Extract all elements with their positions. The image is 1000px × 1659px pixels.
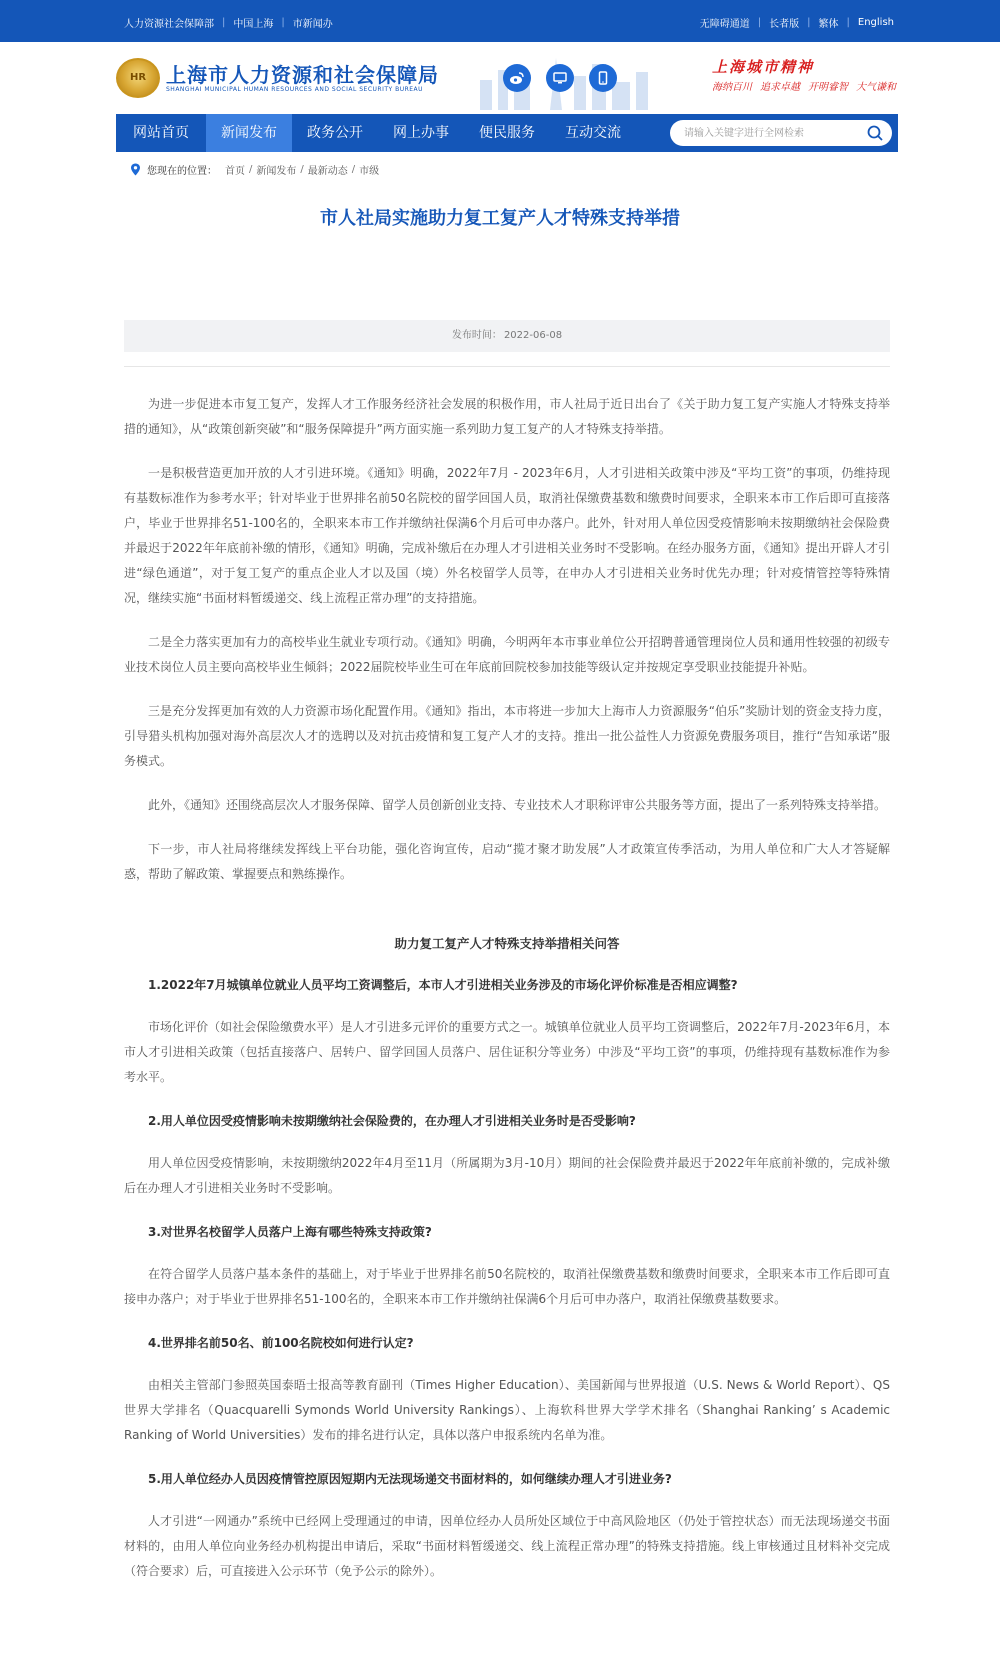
qa-question: 5.用人单位经办人员因疫情管控原因短期内无法现场递交书面材料的，如何继续办理人才引进业务?: [148, 1472, 672, 1486]
search-input[interactable]: [684, 124, 854, 142]
nav-item-news[interactable]: 新闻发布: [206, 114, 292, 152]
article-title: 市人社局实施助力复工复产人才特殊支持举措: [320, 208, 680, 229]
spirit-word: 大气谦和: [856, 82, 896, 93]
top-link-english[interactable]: English: [857, 17, 894, 28]
main-nav: [116, 114, 898, 152]
top-bar-left-links: [124, 15, 333, 30]
publish-info-bar: [124, 320, 890, 352]
spirit-word: 追求卓越: [760, 82, 800, 93]
breadcrumb-label: 您现在的位置：: [147, 166, 217, 177]
weibo-icon[interactable]: [503, 64, 531, 92]
breadcrumb-home[interactable]: 首页: [225, 166, 245, 177]
separator: |: [846, 17, 850, 28]
qa-answer: 人才引进“一网通办”系统中已经网上受理通过的申请，因单位经办人员所处区域位于中高风险地区（仍处于管控状态）而无法现场递交书面材料的，由用人单位向业务经办机构提出申请后，采取“书面材料暂缓递交、线上流程正常办理”的特殊支持措施。线上审核通过且材料补交完成（符合要求）后，可直接进入公示环节（免予公示的除外）。: [124, 1514, 890, 1578]
top-link-accessibility[interactable]: 无障碍通道: [699, 19, 750, 30]
article-body: [124, 392, 890, 1603]
top-link-news-office[interactable]: 市新闻办: [292, 19, 333, 30]
spirit-word: 海纳百川: [712, 82, 752, 93]
qa-section-title: 助力复工复产人才特殊支持举措相关问答: [394, 936, 620, 951]
article-paragraph: 一是积极营造更加开放的人才引进环境。《通知》明确，2022年7月 - 2023年6月，人才引进相关政策中涉及“平均工资”的事项，仍维持现有基数标准作为参考水平；针对毕业于世界排名前50名院校的留学回国人员，取消社保缴费基数和缴费时间要求，全职来本市工作后即可直接落户，毕业于世界排名51-100名的，全职来本市工作并缴纳社保满6个月后可申办落户。此外，针对用人单位因受疫情影响未按期缴纳社会保险费并最迟于2022年年底前补缴的情形，《通知》明确，完成补缴后在办理人才引进相关业务时不受影响。在经办服务方面，《通知》提出开辟人才引进“绿色通道”，对于复工复产的重点企业人才以及国（境）外名校留学人员等，在申办人才引进相关业务时优先办理；针对疫情管控等特殊情况，继续实施“书面材料暂缓递交、线上流程正常办理”的支持措施。: [124, 466, 890, 605]
site-header: [0, 42, 1000, 114]
mobile-icon[interactable]: [589, 64, 617, 92]
breadcrumb: [130, 162, 379, 177]
nav-item-interaction[interactable]: 互动交流: [565, 125, 621, 141]
nav-item-convenience[interactable]: 便民服务: [479, 125, 535, 141]
top-link-traditional-chinese[interactable]: 繁体: [818, 19, 839, 30]
publish-label: 发布时间：: [451, 330, 502, 341]
monitor-icon[interactable]: [546, 64, 574, 92]
article-paragraph: 此外，《通知》还围绕高层次人才服务保障、留学人员创新创业支持、专业技术人才职称评审公共服务等方面，提出了一系列特殊支持举措。: [148, 798, 887, 812]
article-paragraph: 三是充分发挥更加有效的人力资源市场化配置作用。《通知》指出，本市将进一步加大上海市人力资源服务“伯乐”奖励计划的资金支持力度，引导猎头机构加强对海外高层次人才的选聘以及对抗击疫情和复工复产人才的支持。推出一批公益性人力资源免费服务项目，推行“告知承诺”服务模式。: [124, 704, 890, 768]
top-link-elderly-version[interactable]: 长者版: [769, 19, 800, 30]
qa-question: 1.2022年7月城镇单位就业人员平均工资调整后，本市人才引进相关业务涉及的市场化评价标准是否相应调整?: [148, 978, 738, 992]
breadcrumb-separator: /: [249, 164, 253, 175]
city-spirit-words: [712, 78, 896, 93]
top-link-mohrss[interactable]: 人力资源社会保障部: [124, 19, 214, 30]
top-bar: [0, 0, 1000, 42]
top-link-china-shanghai[interactable]: 中国上海: [233, 19, 274, 30]
qa-question: 2.用人单位因受疫情影响未按期缴纳社会保险费的，在办理人才引进相关业务时是否受影响?: [148, 1114, 636, 1128]
article-paragraph: 二是全力落实更加有力的高校毕业生就业专项行动。《通知》明确，今明两年本市事业单位公开招聘普通管理岗位人员和通用性较强的初级专业技术岗位人员主要向高校毕业生倾斜；2022届院校毕业生可在年底前回院校参加技能等级认定并按规定享受职业技能提升补贴。: [124, 635, 890, 674]
qa-answer: 在符合留学人员落户基本条件的基础上，对于毕业于世界排名前50名院校的，取消社保缴费基数和缴费时间要求，全职来本市工作后即可直接申办落户；对于毕业于世界排名51-100名的，全职来本市工作并缴纳社保满6个月后可申办落户，取消社保缴费基数要求。: [124, 1267, 890, 1306]
breadcrumb-latest[interactable]: 最新动态: [307, 166, 348, 177]
spirit-word: 开明睿智: [808, 82, 848, 93]
search-box: [670, 120, 892, 146]
publish-date: 2022-06-08: [503, 330, 563, 341]
breadcrumb-separator: /: [300, 164, 304, 175]
qa-answer: 市场化评价（如社会保险缴费水平）是人才引进多元评价的重要方式之一。城镇单位就业人员平均工资调整后，2022年7月-2023年6月，本市人才引进相关政策（包括直接落户、居转户、留学回国人员落户、居住证积分等业务）中涉及“平均工资”的事项，仍维持现有基数标准作为参考水平。: [124, 1020, 890, 1084]
article-paragraph: 下一步，市人社局将继续发挥线上平台功能，强化咨询宣传，启动“揽才聚才助发展”人才政策宣传季活动，为用人单位和广大人才答疑解惑，帮助了解政策、掌握要点和熟练操作。: [124, 842, 890, 881]
nav-item-online-services[interactable]: 网上办事: [393, 125, 449, 141]
qa-answer: 由相关主管部门参照英国泰晤士报高等教育副刊（Times Higher Education）、美国新闻与世界报道（U.S. News & World Report）、QS世界大学排名（Quacquarelli Symonds World University Rankings）、上海软科世界大学学术排名（Shanghai Ranking’ s Academic Ranking of World Universities）发布的排名进行认定，具体以落户申报系统内名单为准。: [124, 1378, 890, 1442]
breadcrumb-municipal[interactable]: 市级: [359, 166, 380, 177]
bureau-emblem-logo[interactable]: [116, 58, 160, 98]
breadcrumb-separator: /: [351, 164, 356, 175]
separator: |: [281, 17, 285, 28]
qa-question: 4.世界排名前50名、前100名院校如何进行认定?: [148, 1336, 414, 1350]
qa-answer: 用人单位因受疫情影响，未按期缴纳2022年4月至11月（所属期为3月-10月）期间的社会保险费并最迟于2022年年底前补缴的，完成补缴后在办理人才引进相关业务时不受影响。: [124, 1156, 890, 1195]
separator: |: [807, 17, 811, 28]
breadcrumb-news[interactable]: 新闻发布: [256, 166, 297, 177]
divider: [124, 366, 890, 367]
separator: |: [222, 17, 226, 28]
location-pin-icon: [130, 163, 141, 176]
separator: |: [757, 17, 762, 28]
article-paragraph: 为进一步促进本市复工复产，发挥人才工作服务经济社会发展的积极作用，市人社局于近日出台了《关于助力复工复产实施人才特殊支持举措的通知》，从“政策创新突破”和“服务保障提升”两方面实施一系列助力复工复产的人才特殊支持举措。: [124, 397, 890, 436]
city-spirit-title: 上海城市精神: [712, 58, 815, 76]
nav-item-gov-affairs[interactable]: 政务公开: [307, 125, 363, 141]
search-icon[interactable]: [866, 124, 884, 142]
site-title[interactable]: 上海市人力资源和社会保障局: [166, 63, 439, 87]
top-bar-right-links: [700, 15, 894, 30]
site-subtitle: SHANGHAI MUNICIPAL HUMAN RESOURCES AND SOCIAL SECURITY BUREAU: [166, 86, 424, 93]
nav-item-home[interactable]: 网站首页: [133, 125, 189, 141]
qa-question: 3.对世界名校留学人员落户上海有哪些特殊支持政策?: [148, 1225, 432, 1239]
